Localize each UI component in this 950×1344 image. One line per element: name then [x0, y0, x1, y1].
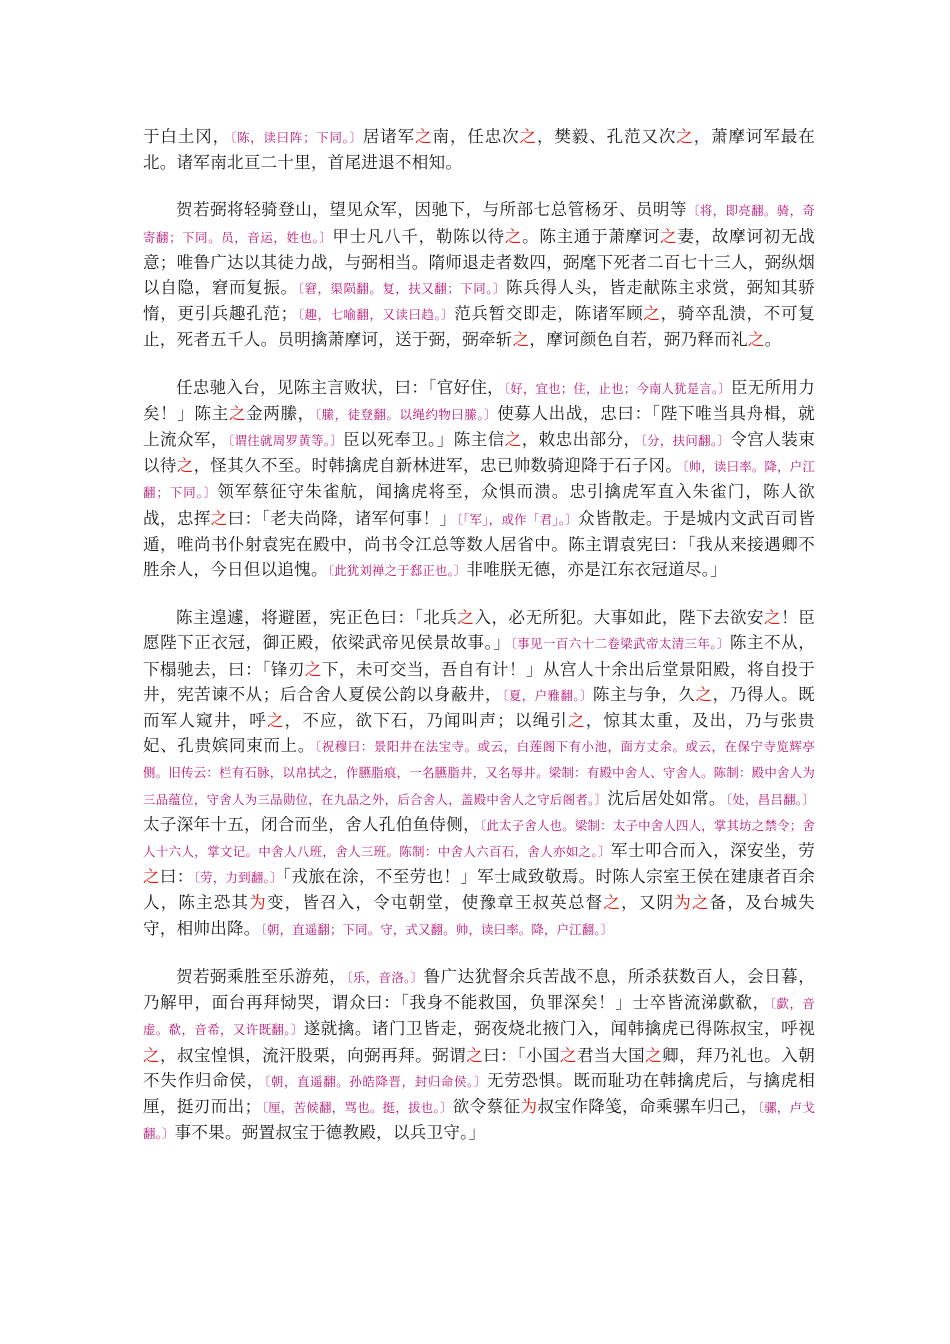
text-run: 「戎旅在涂，不至劳也！」军士咸致敬焉。时陈人宗室王侯在建康者百余人，陈主恐其	[143, 867, 816, 913]
text-run: 陈主遑遽，将避匿，宪正色曰：「北兵	[176, 608, 458, 628]
text-run: 无劳恐惧。既而耻功在韩擒虎后，与擒虎相厘，挺刃而出；	[143, 1070, 816, 1116]
annotation-note: 〔好，宜也；住，止也；今南人犹是言。〕	[503, 380, 731, 396]
text-run: ，萧摩诃军最在北。诸军南北亘二十里，首尾进退不相知。	[143, 127, 815, 173]
highlighted-char: 之	[512, 330, 530, 350]
highlighted-char: 之	[210, 508, 228, 528]
highlighted-char: 之	[603, 893, 622, 913]
text-run: 令宫人装束以待	[143, 430, 815, 476]
text-run: 陈主不从，下榻驰去，曰：「锋刃	[143, 633, 816, 679]
annotation-note: 〔趣，七喻翻，又读曰趋。〕	[297, 307, 455, 323]
annotation-note: 〔处，昌吕翻。〕	[725, 791, 816, 807]
text-run: 南，任忠次	[432, 127, 520, 146]
text-run: 任忠驰入台，见陈主言败状，曰：「官好住，	[176, 377, 504, 397]
text-run: ，叔宝惶惧，流汗股栗，向弼再拜。弼谓	[160, 1045, 467, 1065]
annotation-note: 〔此太子舍人也。梁制：太子中舍人四人，掌其坊之禁令；舍人十六人，掌文记。中舍人八班，舍人三班。陈制：中舍人六百石，舍人亦如之。〕	[143, 817, 816, 860]
highlighted-char: 之	[143, 1045, 161, 1065]
text-run: 曰：	[159, 867, 194, 887]
text-run: 君当大国	[577, 1045, 646, 1065]
text-run: 军士叩合而入，深安坐，劳	[610, 841, 815, 861]
text-run: 欲令蔡征	[452, 1096, 521, 1116]
text-run: 。	[764, 330, 782, 350]
highlighted-char: 之	[304, 659, 322, 679]
text-run: 叔宝作降笺，命乘骡车归己，	[537, 1096, 758, 1116]
highlighted-char: 之	[560, 1045, 578, 1065]
text-run: 下，未可交当，吾自有计！」从宫人十余出后堂景阳殿，将自投于井，宪苦谏不从；后合舍人夏侯公韵以身蔽井，	[143, 659, 816, 704]
text-run: 范兵暂交即走，陈诸军顾	[454, 304, 644, 324]
annotation-note: 〔縢，徒登翻。以绳约物曰縢。〕	[314, 406, 498, 422]
text-run: 事不果。弼置叔宝于德教殿，以兵卫守。」	[174, 1123, 486, 1143]
paragraph	[143, 375, 815, 584]
text-run: ，樊毅、孔范又次	[537, 127, 677, 146]
annotation-note: 〔陈，读曰阵；下同。〕	[230, 130, 363, 145]
annotation-note: 〔帅，读曰率。降，户江翻；下同。〕	[143, 459, 815, 501]
annotation-note: 〔骡，卢戈翻。〕	[143, 1099, 815, 1142]
annotation-note: 〔朝，直遥翻。孙皓降晋，封归命侯。〕	[264, 1073, 488, 1089]
text-run: 臣以死奉卫。」陈主信	[343, 430, 505, 450]
paragraph	[143, 605, 815, 942]
text-run: 甲士凡八千，勒陈以待	[332, 226, 505, 246]
annotation-note: 〔歔，音虚。欷，音希，又许既翻。〕	[143, 996, 815, 1038]
highlighted-char: 之	[645, 1045, 663, 1065]
annotation-note: 〔劳，力到翻。〕	[193, 870, 283, 886]
annotation-note: 〔厘，苦候翻，骂也。挺，拔也。〕	[261, 1099, 453, 1115]
annotation-note: 〔此犹刘禅之于郄正也。〕	[327, 563, 467, 579]
text-run: 臣无所用力矣！」陈主	[143, 377, 816, 423]
text-run: ，不应，欲下石，乃闻叫声；以绳引	[284, 711, 568, 731]
paragraph	[143, 197, 815, 352]
text-run: 遂就擒。诸门卫皆走，弼夜烧北掖门入，闻韩擒虎已得陈叔宝，呼视	[303, 1019, 815, 1039]
highlighted-char: 之	[747, 330, 765, 350]
text-run: 陈兵得人头，皆走献陈主求赏，弼知其骄惰，更引兵趣孔范；	[143, 278, 816, 324]
highlighted-char: 之	[176, 456, 194, 476]
highlighted-char: 之	[143, 867, 160, 887]
text-run: 非唯朕无德，亦是江东衣冠道尽。」	[466, 560, 728, 580]
text-run: 入，必无所犯。大事如此，陛下去欲安	[474, 608, 765, 628]
paragraph	[143, 124, 815, 175]
annotation-note: 〔谓往就周罗黄等。〕	[227, 433, 344, 449]
text-run: 鲁广达犹督余兵苦战不息，所杀获数百人，会日暮，乃解甲，面台再拜恸哭，谓众曰：「我身不能救国，负罪深矣！」士卒皆流涕歔欷，	[143, 966, 816, 1013]
annotation-note: 〔乐，音洛。〕	[346, 969, 424, 985]
text-run: 众皆散走。于是城内文武百司皆遁，唯尚书仆射袁宪在殿中，尚书令江总等数人居省中。陈主谓袁宪曰：「我从来接遇卿不胜余人，今日但以追愧。	[143, 508, 816, 580]
highlighted-char: 之	[676, 127, 694, 146]
highlighted-char: 之	[466, 1045, 484, 1065]
text-run: 变，皆召入，令屯朝堂，使豫章王叔英总督	[266, 893, 604, 913]
text-run: ，又阴	[621, 893, 675, 913]
text-run: 曰：「老夫尚降，诸军何事！」	[227, 508, 457, 528]
paragraph	[143, 964, 815, 1146]
highlighted-char: 之	[228, 403, 247, 423]
document-body	[143, 124, 815, 1168]
text-run: ，敕忠出部分，	[521, 430, 641, 450]
highlighted-char: 之	[504, 430, 522, 450]
text-run: ！臣愿陛下正衣冠，御正殿，依梁武帝见侯景故事。」	[143, 608, 815, 653]
annotation-note: 〔祝穆曰：景阳井在法宝寺。或云，白莲阁下有小池，面方丈余。或云，在保宁寺览辉亭侧。旧传云：栏有石脉，以帛拭之，作臙脂痕，一名臙脂井，又名辱井。梁制：有殿中舍人、守舍人。陈制：殿中舍人为三品蕴位，守舍人为三品勋位，在九品之外，后合舍人，盖殿中舍人之守后阁者。〕	[143, 739, 815, 807]
highlighted-char: 之	[643, 304, 661, 324]
text-run: 。陈主通于萧摩诃	[522, 226, 661, 246]
highlighted-char: 为	[520, 1096, 538, 1116]
highlighted-char: 之	[266, 711, 285, 731]
text-run: ，乃得人。既而军人窥井，呼	[143, 684, 815, 731]
highlighted-char: 为之	[674, 893, 710, 913]
text-run: ，骑卒乱溃，不可复止，死者五千人。员明擒萧摩诃，送于弼，弼牵斩	[143, 304, 815, 350]
text-run: ，惊其太重，及出，乃与张贵妃、孔贵嫔同束而上。	[143, 711, 815, 756]
annotation-note: 〔夏，户雅翻。〕	[502, 687, 593, 703]
highlighted-char: 之	[660, 226, 678, 246]
text-run: 居诸军	[362, 127, 416, 146]
text-run: 妻，故摩诃初无战意；唯鲁广达以其徒力战，与弼相当。隋师退走者数四，弼麾下死者二百七十三人，弼纵烟以自隐，窘而复振。	[143, 226, 815, 298]
text-run: 太子深年十五，闭合而坐，舍人孔伯鱼侍侧，	[143, 814, 480, 834]
highlighted-char: 之	[457, 608, 475, 628]
text-run: 金两縢，	[246, 403, 315, 423]
highlighted-char: 之	[567, 711, 586, 731]
text-run: 曰：「小国	[483, 1045, 561, 1065]
text-run: 领军蔡征守朱雀航，闻擒虎将至，众惧而溃。忠引擒虎军直入朱雀门，陈人欲战，忠挥	[143, 482, 816, 528]
text-run: ，怪其久不至。时韩擒虎自新林进军，忠已帅数骑迎降于石子冈。	[193, 456, 683, 476]
annotation-note: 〔「军」，或作「君」。〕	[456, 511, 579, 527]
annotation-note: 〔事见一百六十二卷梁武帝太清三年。〕	[510, 636, 730, 652]
annotation-note: 〔分，扶问翻。〕	[640, 433, 731, 449]
text-run: ，摩诃颜色自若，弼乃释而礼	[529, 330, 748, 350]
highlighted-char: 之	[415, 127, 433, 146]
text-run: 贺若弼将轻骑登山，望见众军，因驰下，与所部七总管杨牙、员明等	[176, 200, 687, 220]
text-run: 卿，拜乃礼也。入朝不失作归命侯，	[143, 1045, 815, 1090]
text-run: 陈主与争，久	[592, 684, 696, 704]
text-run: 使募人出战，忠曰：「陛下唯当具舟楫，就上流众军，	[143, 403, 816, 450]
highlighted-char: 为	[249, 893, 267, 913]
text-run: 贺若弼乘胜至乐游苑，	[176, 966, 347, 986]
text-run: 备，及台城失守，相帅出降。	[143, 893, 815, 938]
annotation-note: 〔将，即亮翻。骑，奇寄翻；下同。员，音运，姓也。〕	[143, 203, 816, 245]
highlighted-char: 之	[764, 608, 782, 628]
highlighted-char: 之	[519, 127, 538, 146]
annotation-note: 〔朝，直遥翻；下同。守，式又翻。帅，读曰率。降，户江翻。〕	[260, 921, 614, 937]
annotation-note: 〔窘，渠陨翻。复，扶又翻；下同。〕	[297, 281, 506, 297]
highlighted-char: 之	[504, 226, 523, 246]
highlighted-char: 之	[695, 684, 713, 704]
text-run: 沈后居处如常。	[607, 788, 726, 808]
text-run: 于白土冈，	[143, 127, 231, 146]
